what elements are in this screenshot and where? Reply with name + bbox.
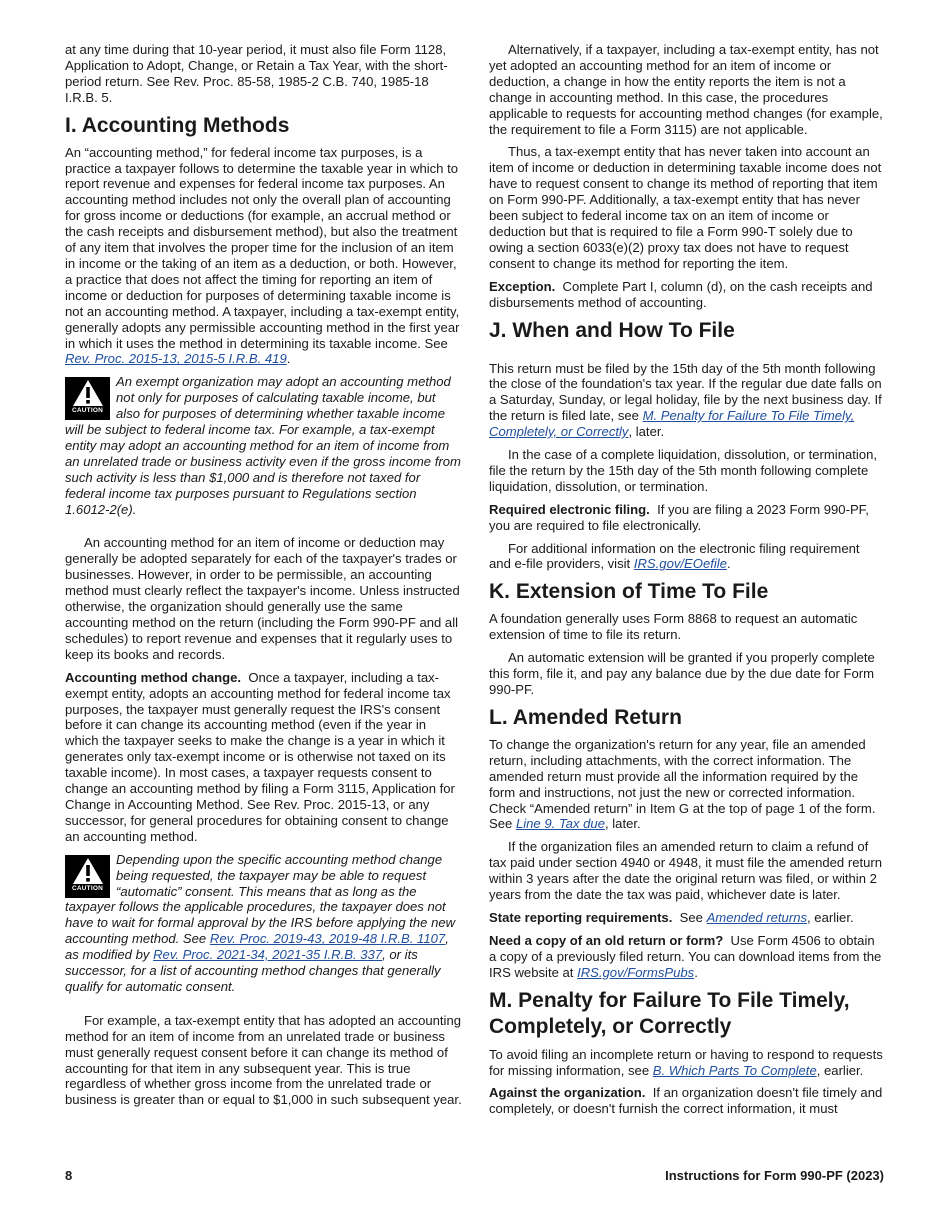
caution-label: CAUTION [71,884,103,892]
section-heading-accounting-methods: I. Accounting Methods [65,113,290,137]
run-in-heading: Need a copy of an old return or form? [489,932,724,948]
paragraph: To change the organization's return for any year, file an amended return, including attachments, with the correct information. The amended return must provide all the information required by the form and instructions, not just the new or corrected information. Check “Amended return” in Item G at the top of page 1 of the form. See Line 9. Tax due, later. [489,736,876,832]
link-irs-eoefile[interactable]: IRS.gov/EOefile [633,556,727,572]
paragraph: Thus, a tax-exempt entity that has never taken into account an item of income or deduction in determining taxable income does not have to request consent to change its method of reporting that item on Form 990-PF. Additionally, a tax-exempt entity that has never been subject to federal income tax on an item of income or deduction but that is required to file a Form 990-T solely due to owing a section 6033(e)(2) proxy tax does not have to request consent to change its method for reporting the item. [489,144,882,271]
paragraph: In the case of a complete liquidation, dissolution, or termination, file the return by the 15th day of the 5th month following complete liquidation, dissolution, or termination. [489,447,878,494]
section-heading-extension: K. Extension of Time To File [489,580,769,604]
caution-icon [65,377,110,420]
link-irs-formspubs[interactable]: IRS.gov/FormsPubs [577,964,695,980]
run-in-heading: Against the organization. [489,1085,646,1101]
caution-label: CAUTION [71,407,103,415]
link-m-penalty[interactable]: M. Penalty for Failure To File Timely, Completely, or Correctly [489,408,855,440]
caution-note: CAUTION An exempt organization may adopt an accounting method not only for purposes of calculating taxable income, but also for purposes of determining whether taxable income will be subject to federal income tax. For example, a tax-exempt entity may adopt an accounting method for an item of income from an unrelated trade or business activity even if the gross income from such activity is less than $1,000 and is therefore not taxed for federal income tax purposes pursuant to Regulations section 1.6012-2(e). [65,374,461,517]
section-heading-amended-return: L. Amended Return [489,705,682,729]
link-amended-returns[interactable]: Amended returns [706,909,808,925]
link-line-9-tax-due[interactable]: Line 9. Tax due [515,816,605,832]
run-in-heading: State reporting requirements. [489,909,673,925]
paragraph: To avoid filing an incomplete return or having to respond to requests for missing information, see B. Which Parts To Complete, earlier. [489,1046,883,1078]
paragraph: A foundation generally uses Form 8868 to request an automatic extension of time to file its return. [489,611,858,643]
form-title-footer: Instructions for Form 990-PF (2023) [665,1168,884,1183]
paragraph: Alternatively, if a taxpayer, including a tax-exempt entity, has not yet adopted an accounting method for an item of income or deduction, a change in how the entity reports the item is not a change in accounting method. In this case, the procedures applicable to requests for accounting method changes (for example, the requirement to file a Form 3115) are not applicable. [489,42,883,137]
run-in-heading: Accounting method change. [65,669,242,685]
paragraph: Need a copy of an old return or form? Use Form 4506 to obtain a copy of a previously filed return. You can download items from the IRS website at IRS.gov/FormsPubs. [489,932,882,980]
paragraph: State reporting requirements. See Amended returns, earlier. [489,909,854,925]
paragraph: This return must be filed by the 15th day of the 5th month following the close of the foundation's tax year. If the regular due date falls on a Saturday, Sunday, or legal holiday, file by the next business day. If the return is filed late, see M. Penalty for Failure To File Timely, Completely, or Correctly, later. [489,360,882,440]
left-column [65,42,462,1115]
link-b-which-parts[interactable]: B. Which Parts To Complete [652,1062,817,1078]
paragraph: For example, a tax-exempt entity that has adopted an accounting method for an item of income from an unrelated trade or business must generally request consent before it can change its method of accounting for that item in any subsequent year. This is true regardless of whether gross income from the unrelated trade or business is greater than or equal to $1,000 in such subsequent year. [65,1012,462,1108]
link-rev-proc-2015-13[interactable]: Rev. Proc. 2015-13, 2015-5 I.R.B. 419 [65,351,287,367]
paragraph: Exception. Complete Part I, column (d), on the cash receipts and disbursements method of accounting. [489,278,873,310]
paragraph: Against the organization. If an organization doesn't file timely and completely, or doesn't furnish the correct information, it must [489,1085,883,1117]
paragraph: For additional information on the electronic filing requirement and e-file providers, visit IRS.gov/EOefile. [489,540,860,572]
run-in-heading: Exception. [489,278,556,294]
paragraph: An “accounting method,” for federal income tax purposes, is a practice a taxpayer follows to determine the taxable year in which to report revenue and expenses for federal income tax purposes. An accounting method includes not only the overall plan of accounting for gross income or deductions (for example, an accrual method or the cash receipts and disbursement method), but also the treatment of any item that involves the proper time for the inclusion of an item in income or the taking of an item as a deduction, or both. However, a practice that does not affect the timing for reporting an item of income or deduction for purposes of determining taxable income is not an accounting method. A taxpayer, including a tax-exempt entity, generally adopts any permissible accounting method in the first year in which it uses the method in determining its taxable income. See Rev. Proc. 2015-13, 2015-5 I.R.B. 419. [65,144,460,367]
caution-icon [65,855,110,898]
link-rev-proc-2019-43[interactable]: Rev. Proc. 2019-43, 2019-48 I.R.B. 1107 [209,931,446,947]
paragraph: Required electronic filing. If you are filing a 2023 Form 990-PF, you are required to file electronically. [489,501,869,533]
paragraph: Accounting method change. Once a taxpayer, including a tax-exempt entity, adopts an accounting method for federal income tax purposes, the taxpayer must generally request the IRS's consent before it can change its accounting method (even if the year in which the taxpayer seeks to make the change is a year in which it generates only tax-exempt income or is otherwise not taxed on its taxable income). In most cases, a taxpayer requests consent to change an accounting method by filing a Form 3115, Application for Change in Accounting Method. See Rev. Proc. 2015-13, or any successor, for general procedures for obtaining consent to change an accounting method. [65,669,455,844]
link-rev-proc-2021-34[interactable]: Rev. Proc. 2021-34, 2021-35 I.R.B. 337 [153,947,383,963]
page-number: 8 [65,1168,73,1183]
paragraph: at any time during that 10-year period, it must also file Form 1128, Application to Adopt, Change, or Retain a Tax Year, with the short-period return. See Rev. Proc. 85-58, 1985-2 C.B. 740, 1985-18 I.R.B. 5. [65,42,448,105]
paragraph: If the organization files an amended return to claim a refund of tax paid under section 4940 or 4948, it must file the amended return within 3 years after the date the original return was filed, or within 2 years from the date the tax was paid, whichever date is later. [489,839,883,903]
right-column [489,42,885,1124]
run-in-heading: Required electronic filing. [489,501,650,517]
section-heading-when-how-to-file: J. When and How To File [489,318,735,342]
paragraph: An automatic extension will be granted if you properly complete this form, file it, and pay any balance due by the due date for Form 990-PF. [489,650,875,697]
caution-note: CAUTION Depending upon the specific accounting method change being requested, the taxpayer may be able to request “automatic” consent. This means that as long as the taxpayer follows the applicable procedures, the taxpayer does not have to wait for formal approval by the IRS before applying the new accounting method. See Rev. Proc. 2019-43, 2019-48 I.R.B. 1107, as modified by Rev. Proc. 2021-34, 2021-35 I.R.B. 337, or its successor, for a list of accounting method changes that generally qualify for automatic consent. [65,851,456,994]
paragraph: An accounting method for an item of income or deduction may generally be adopted separately for each of the taxpayer's trades or businesses. However, in order to be permissible, an accounting method must clearly reflect the taxpayer's income. Unless instructed otherwise, the organization should generally use the same accounting method on the return (including the Form 990-PF and all schedules) to report revenue and expenses that it regularly uses to keep its books and records. [65,535,460,662]
section-heading-penalty: M. Penalty for Failure To File Timely, Completely, or Correctly [489,988,850,1038]
